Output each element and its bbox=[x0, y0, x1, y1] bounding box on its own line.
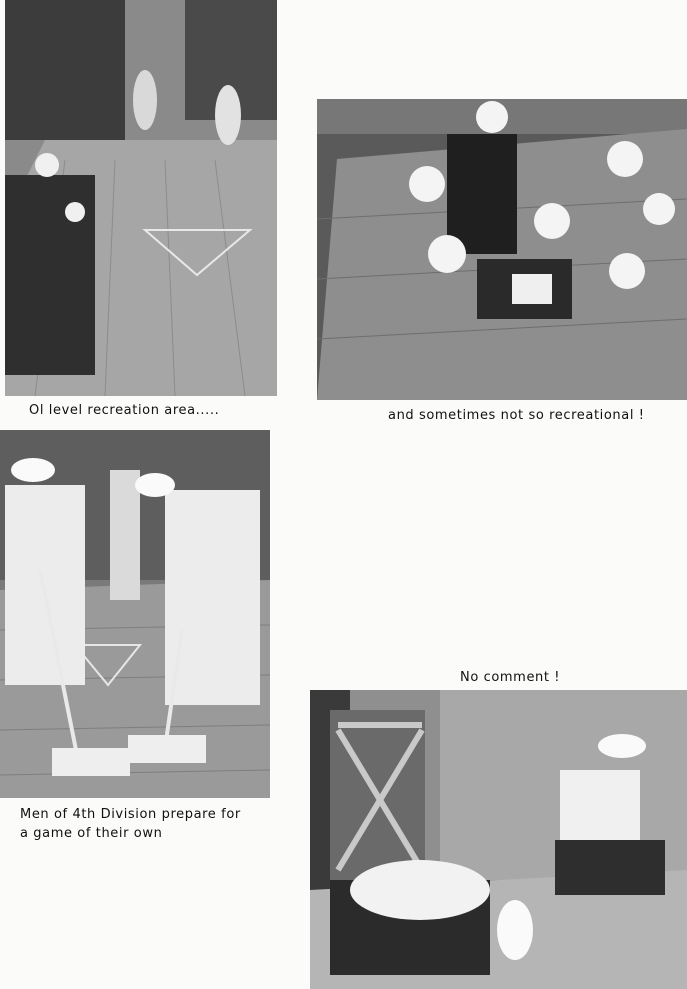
caption-fourth-division-line1: Men of 4th Division prepare for bbox=[20, 807, 241, 822]
photo-no-comment bbox=[310, 690, 687, 989]
caption-fourth-division-line2: a game of their own bbox=[20, 826, 163, 841]
caption-fourth-division bbox=[20, 805, 241, 843]
caption-no-comment: No comment ! bbox=[460, 670, 561, 685]
caption-not-so-recreational: and sometimes not so recreational ! bbox=[388, 408, 645, 423]
photo-sweeping-court bbox=[0, 430, 270, 798]
photo-study-session bbox=[317, 99, 687, 400]
caption-recreation-area: Ol level recreation area..... bbox=[29, 403, 220, 418]
photo-shuffleboard bbox=[5, 0, 277, 396]
